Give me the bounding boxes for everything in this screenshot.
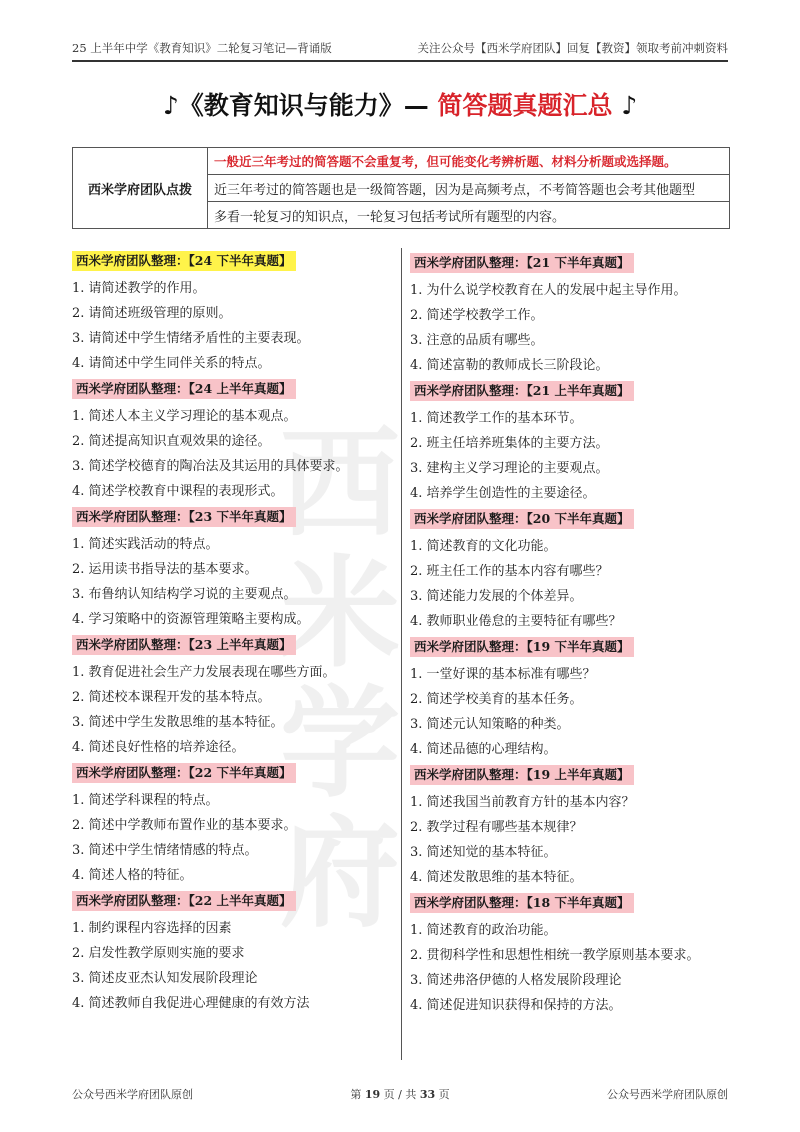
header-right-text: 关注公众号【西米学府团队】回复【教资】领取考前冲刺资料 [417,41,728,55]
right-column [410,252,730,1016]
page-title [0,86,800,122]
tip-box [72,147,730,229]
question-item: 1. 为什么说学校教育在人的发展中起主导作用。 [410,283,687,298]
section-heading: 西米学府团队整理：【21 上半年真题】 [410,381,634,401]
question-item: 4. 教师职业倦怠的主要特征有哪些？ [410,614,622,629]
question-section [72,378,392,500]
section-heading-wrap [72,762,392,784]
question-item: 4. 简述学校教育中课程的表现形式。 [72,484,284,499]
tip-line-2: 近三年考过的简答题也是一级简答题，因为是高频考点，不考简答题也会考其他题型 [208,175,730,202]
page-current: 19 [364,1088,381,1101]
left-column [72,250,392,1014]
section-heading: 西米学府团队整理：【24 下半年真题】 [72,251,296,271]
page-header [72,40,728,62]
question-section [410,892,730,1014]
question-item: 3. 布鲁纳认知结构学习说的主要观点。 [72,587,297,602]
question-item: 4. 简述促进知识获得和保持的方法。 [410,998,622,1013]
page-footer [72,1086,728,1102]
question-item: 1. 制约课程内容选择的因素 [72,921,232,936]
section-heading-wrap [410,508,730,530]
question-item: 3. 简述能力发展的个体差异。 [410,589,583,604]
question-item: 2. 简述提高知识直观效果的途径。 [72,434,271,449]
section-heading-wrap [72,378,392,400]
question-section [410,380,730,502]
section-heading: 西米学府团队整理：【20 下半年真题】 [410,509,634,529]
question-item: 1. 一堂好课的基本标准有哪些？ [410,667,596,682]
section-heading-wrap [410,636,730,658]
question-item: 1. 教育促进社会生产力发展表现在哪些方面。 [72,665,336,680]
question-item: 3. 简述中学生情绪情感的特点。 [72,843,258,858]
section-heading: 西米学府团队整理：【22 上半年真题】 [72,891,296,911]
watermark: 西米学府 [280,415,400,944]
question-item: 3. 简述弗洛伊德的人格发展阶段理论 [410,973,622,988]
question-item: 3. 请简述中学生情绪矛盾性的主要表现。 [72,331,310,346]
question-section [410,252,730,374]
column-divider [401,248,402,1060]
section-heading: 西米学府团队整理：【18 下半年真题】 [410,893,634,913]
section-heading: 西米学府团队整理：【19 上半年真题】 [410,765,634,785]
question-item: 4. 请简述中学生同伴关系的特点。 [72,356,271,371]
question-item: 3. 注意的品质有哪些。 [410,333,544,348]
question-item: 2. 简述学校教学工作。 [410,308,544,323]
question-item: 2. 请简述班级管理的原则。 [72,306,232,321]
section-heading: 西米学府团队整理：【19 下半年真题】 [410,637,634,657]
section-heading-wrap [410,252,730,274]
title-prefix: ♪《教育知识与能力》— [162,91,438,120]
question-item: 3. 建构主义学习理论的主要观点。 [410,461,609,476]
section-heading-wrap [72,250,392,272]
question-item: 1. 简述学科课程的特点。 [72,793,219,808]
question-item: 2. 贯彻科学性和思想性相统一教学原则基本要求。 [410,948,700,963]
section-heading: 西米学府团队整理：【24 上半年真题】 [72,379,296,399]
question-item: 3. 简述学校德育的陶冶法及其运用的具体要求。 [72,459,349,474]
page-number [350,1086,449,1102]
question-item: 1. 简述人本主义学习理论的基本观点。 [72,409,297,424]
question-section [72,634,392,756]
question-item: 2. 简述中学教师布置作业的基本要求。 [72,818,297,833]
question-item: 3. 简述元认知策略的种类。 [410,717,570,732]
question-item: 1. 简述教育的政治功能。 [410,923,557,938]
question-section [410,636,730,758]
question-item: 1. 简述教学工作的基本环节。 [410,411,583,426]
question-item: 1. 简述我国当前教育方针的基本内容？ [410,795,635,810]
question-item: 3. 简述皮亚杰认知发展阶段理论 [72,971,258,986]
question-section [72,890,392,1012]
page-middle: 页 / 共 [380,1088,420,1101]
question-item: 4. 简述教师自我促进心理健康的有效方法 [72,996,310,1011]
question-item: 4. 简述富勒的教师成长三阶段论。 [410,358,609,373]
footer-right-text: 公众号西米学府团队原创 [606,1088,728,1101]
question-item: 1. 简述教育的文化功能。 [410,539,557,554]
question-section [72,250,392,372]
question-item: 4. 简述品德的心理结构。 [410,742,557,757]
question-item: 2. 简述校本课程开发的基本特点。 [72,690,271,705]
question-item: 4. 简述人格的特征。 [72,868,193,883]
section-heading-wrap [410,380,730,402]
question-item: 2. 班主任工作的基本内容有哪些？ [410,564,609,579]
section-heading: 西米学府团队整理：【21 下半年真题】 [410,253,634,273]
section-heading-wrap [72,634,392,656]
section-heading: 西米学府团队整理：【22 下半年真题】 [72,763,296,783]
page-prefix: 第 [350,1088,365,1101]
page-total: 33 [419,1088,436,1101]
section-heading-wrap [410,764,730,786]
question-item: 2. 运用读书指导法的基本要求。 [72,562,258,577]
question-section [410,764,730,886]
question-item: 2. 启发性教学原则实施的要求 [72,946,245,961]
title-highlight: 简答题真题汇总 [437,91,613,120]
section-heading: 西米学府团队整理：【23 下半年真题】 [72,507,296,527]
footer-left-text: 公众号西米学府团队原创 [72,1088,193,1101]
tip-line-1: 一般近三年考过的简答题不会重复考，但可能变化考辨析题、材料分析题或选择题。 [208,148,730,175]
question-item: 3. 简述知觉的基本特征。 [410,845,557,860]
question-item: 3. 简述中学生发散思维的基本特征。 [72,715,284,730]
question-item: 4. 培养学生创造性的主要途径。 [410,486,596,501]
question-item: 4. 学习策略中的资源管理策略主要构成。 [72,612,310,627]
header-left-text: 25 上半年中学《教育知识》二轮复习笔记—背诵版 [72,41,332,55]
tip-line-3: 多看一轮复习的知识点，一轮复习包括考试所有题型的内容。 [208,202,730,229]
question-item: 2. 教学过程有哪些基本规律？ [410,820,583,835]
page-suffix: 页 [435,1088,450,1101]
title-suffix: ♪ [612,91,638,120]
section-heading-wrap [410,892,730,914]
question-item: 2. 简述学校美育的基本任务。 [410,692,583,707]
question-item: 2. 班主任培养班集体的主要方法。 [410,436,609,451]
section-heading-wrap [72,506,392,528]
question-item: 1. 简述实践活动的特点。 [72,537,219,552]
question-item: 4. 简述良好性格的培养途径。 [72,740,245,755]
question-section [72,762,392,884]
question-section [410,508,730,630]
question-item: 4. 简述发散思维的基本特征。 [410,870,583,885]
section-heading: 西米学府团队整理：【23 上半年真题】 [72,635,296,655]
section-heading-wrap [72,890,392,912]
question-section [72,506,392,628]
question-item: 1. 请简述教学的作用。 [72,281,206,296]
tip-box-label: 西米学府团队点拨 [73,148,208,229]
